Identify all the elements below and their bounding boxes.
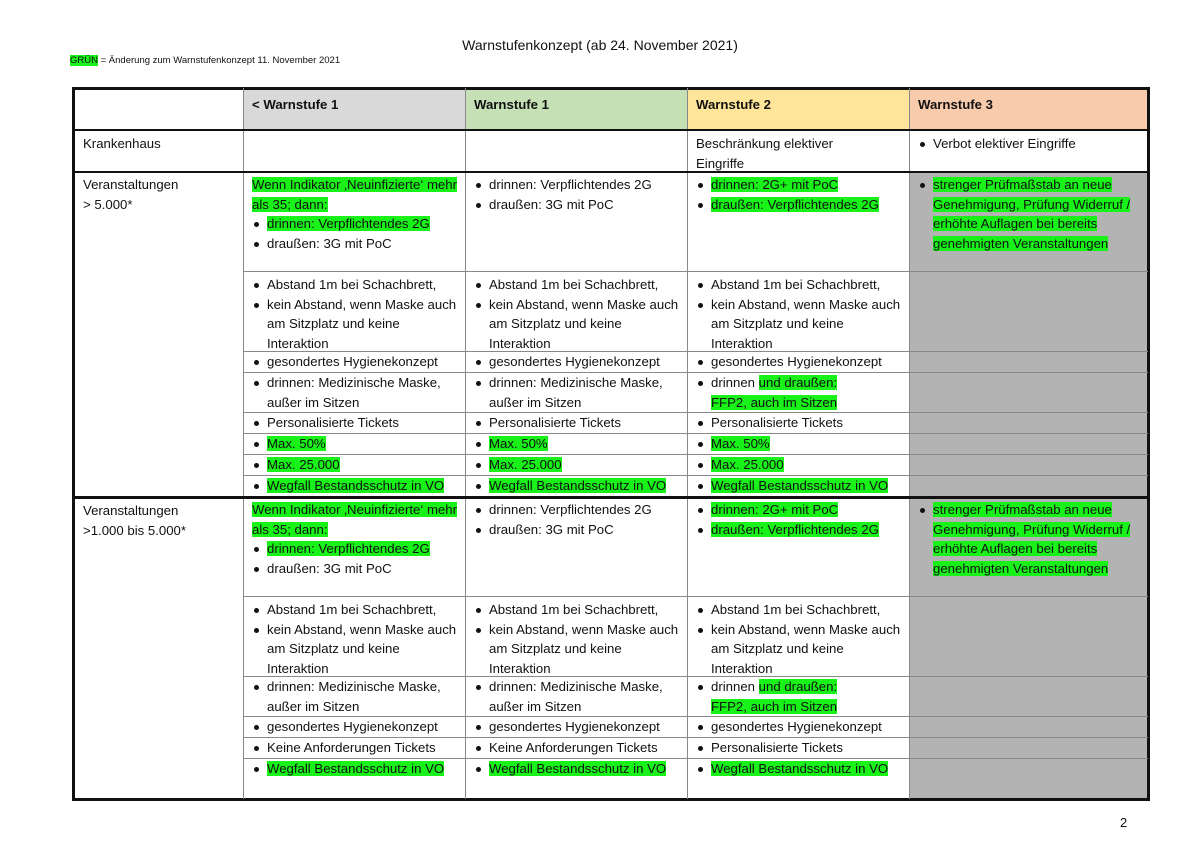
bullet-item: gesondertes Hygienekonzept xyxy=(696,352,902,372)
header-warnstufe-2: Warnstufe 2 xyxy=(688,90,910,129)
row-label-veranstaltungen-1000-5000 xyxy=(75,499,244,559)
s1-r8-ws1 xyxy=(466,476,688,496)
bullet-item: drinnen und draußen: FFP2, auch im Sitzen xyxy=(696,373,902,412)
bullet-item: Keine Anforderungen Tickets xyxy=(252,738,458,758)
row-divider xyxy=(244,475,1148,476)
s2-r2-ws1 xyxy=(466,598,688,676)
bullet-item: drinnen: Medizinische Maske, außer im Sitzen xyxy=(474,677,680,716)
s2-r6-ws2 xyxy=(688,759,910,798)
s1-r1-ws1 xyxy=(466,173,688,271)
bullet-item: gesondertes Hygienekonzept xyxy=(252,352,458,372)
s1-r4-ws2 xyxy=(688,373,910,412)
row-label-veranstaltungen-5000 xyxy=(75,173,244,233)
s1-r1-below-ws1 xyxy=(244,173,466,271)
s1-r6-below-ws1 xyxy=(244,434,466,454)
bullet-item: draußen: 3G mit PoC xyxy=(252,559,458,579)
s1-r3-ws2 xyxy=(688,352,910,372)
bullet-item: kein Abstand, wenn Maske auch am Sitzplatz und keine Interaktion xyxy=(696,295,902,352)
s2-r1-ws1 xyxy=(466,498,688,596)
column-divider xyxy=(687,88,688,799)
bullet-item: gesondertes Hygienekonzept xyxy=(252,717,458,737)
bullet-item: Max. 50% xyxy=(252,434,458,454)
s2-r5-ws1 xyxy=(466,738,688,758)
bullet-item: draußen: 3G mit PoC xyxy=(252,234,458,254)
legend-text: = Änderung zum Warnstufenkonzept 11. November 2021 xyxy=(97,55,341,66)
row-label-line1: Veranstaltungen xyxy=(83,503,179,518)
bullet-item: gesondertes Hygienekonzept xyxy=(696,717,902,737)
s2-r4-ws2 xyxy=(688,717,910,737)
row-divider xyxy=(244,596,1148,597)
row-divider-thick xyxy=(73,496,1149,499)
s2-r1-ws3 xyxy=(910,498,1147,596)
row-label-krankenhaus: Krankenhaus xyxy=(83,136,161,151)
s1-indicator-text: Wenn Indikator ‚Neuinfizierte‘ mehr als 35; dann: xyxy=(252,177,457,212)
bullet-item: kein Abstand, wenn Maske auch am Sitzplatz und keine Interaktion xyxy=(474,295,680,352)
bullet-item: drinnen: Verpflichtendes 2G xyxy=(474,175,680,195)
bullet-item: kein Abstand, wenn Maske auch am Sitzplatz und keine Interaktion xyxy=(474,620,680,677)
s2-r2-ws2 xyxy=(688,598,910,676)
bullet-item: Max. 50% xyxy=(696,434,902,454)
row-divider xyxy=(244,737,1148,738)
s1-r5-below-ws1 xyxy=(244,413,466,433)
bullet-item: kein Abstand, wenn Maske auch am Sitzplatz und keine Interaktion xyxy=(696,620,902,677)
bullet-item: Max. 25.000 xyxy=(252,455,458,475)
row-divider-thick xyxy=(73,129,1149,131)
bullet-item: drinnen: Verpflichtendes 2G xyxy=(474,500,680,520)
bullet-item: drinnen: Medizinische Maske, außer im Sitzen xyxy=(252,677,458,716)
bullet-item: drinnen und draußen: FFP2, auch im Sitzen xyxy=(696,677,902,716)
bullet-item: drinnen: Medizinische Maske, außer im Sitzen xyxy=(252,373,458,412)
column-divider xyxy=(909,88,910,799)
bullet-item: Wegfall Bestandsschutz in VO xyxy=(696,759,902,779)
s2-r1-below-ws1 xyxy=(244,498,466,596)
s1-r7-ws2 xyxy=(688,455,910,475)
s2-r3-ws2 xyxy=(688,677,910,716)
legend xyxy=(70,55,340,66)
krankenhaus-warnstufe-3 xyxy=(910,132,1147,171)
s1-r5-ws1 xyxy=(466,413,688,433)
s1-r8-ws2 xyxy=(688,476,910,496)
s2-r6-ws1 xyxy=(466,759,688,798)
s2-r6-below-ws1 xyxy=(244,759,466,798)
bullet-item: draußen: Verpflichtendes 2G xyxy=(696,520,902,540)
s1-r7-ws1 xyxy=(466,455,688,475)
s1-r3-below-ws1 xyxy=(244,352,466,372)
s2-r4-ws1 xyxy=(466,717,688,737)
row-divider-thick xyxy=(73,171,1149,173)
bullet-item: Abstand 1m bei Schachbrett, xyxy=(252,275,458,295)
row-divider xyxy=(244,372,1148,373)
bullet-item: drinnen: Medizinische Maske, außer im Sitzen xyxy=(474,373,680,412)
row-label-line1: Veranstaltungen xyxy=(83,177,179,192)
header-warnstufe-1: Warnstufe 1 xyxy=(466,90,688,129)
bullet-item: Abstand 1m bei Schachbrett, xyxy=(252,600,458,620)
bullet-item: Personalisierte Tickets xyxy=(696,413,902,433)
s1-r3-ws1 xyxy=(466,352,688,372)
s1-r8-below-ws1 xyxy=(244,476,466,496)
bullet-item: Max. 25.000 xyxy=(696,455,902,475)
bullet-item: Abstand 1m bei Schachbrett, xyxy=(474,275,680,295)
bullet-item: kein Abstand, wenn Maske auch am Sitzplatz und keine Interaktion xyxy=(252,295,458,352)
bullet-item: Wegfall Bestandsschutz in VO xyxy=(696,476,902,496)
bullet-item: drinnen: Verpflichtendes 2G xyxy=(252,214,458,234)
bullet-item: Keine Anforderungen Tickets xyxy=(474,738,680,758)
column-divider xyxy=(465,88,466,799)
bullet-item: Wegfall Bestandsschutz in VO xyxy=(252,759,458,779)
header-below-warnstufe-1: < Warnstufe 1 xyxy=(244,90,466,129)
column-divider xyxy=(243,88,244,799)
bullet-item: Abstand 1m bei Schachbrett, xyxy=(474,600,680,620)
row-divider xyxy=(244,412,1148,413)
s2-indicator-text: Wenn Indikator ‚Neuinfizierte‘ mehr als 35; dann: xyxy=(252,502,457,537)
s1-r2-below-ws1 xyxy=(244,273,466,351)
s1-r6-ws1 xyxy=(466,434,688,454)
bullet-item: draußen: 3G mit PoC xyxy=(474,195,680,215)
header-warnstufe-3: Warnstufe 3 xyxy=(910,90,1147,129)
bullet-item: Personalisierte Tickets xyxy=(696,738,902,758)
row-divider xyxy=(244,454,1148,455)
bullet-item: strenger Prüfmaßstab an neue Genehmigung, Prüfung Widerruf / erhöhte Auflagen bei bereits genehmigten Veranstaltungen xyxy=(918,500,1139,578)
bullet-item: drinnen: Verpflichtendes 2G xyxy=(252,539,458,559)
s1-r6-ws2 xyxy=(688,434,910,454)
bullet-item: drinnen: 2G+ mit PoC xyxy=(696,500,902,520)
bullet-item: Personalisierte Tickets xyxy=(252,413,458,433)
s2-r2-below-ws1 xyxy=(244,598,466,676)
bullet-item: Abstand 1m bei Schachbrett, xyxy=(696,600,902,620)
bullet-item: Abstand 1m bei Schachbrett, xyxy=(696,275,902,295)
s2-r4-below-ws1 xyxy=(244,717,466,737)
row-label-line2: > 5.000* xyxy=(83,196,133,212)
row-divider xyxy=(244,433,1148,434)
s1-r5-ws2 xyxy=(688,413,910,433)
s1-r7-below-ws1 xyxy=(244,455,466,475)
legend-highlight: GRÜN xyxy=(70,55,98,66)
bullet-item: gesondertes Hygienekonzept xyxy=(474,717,680,737)
document-title: Warnstufenkonzept (ab 24. November 2021) xyxy=(462,37,738,53)
header-empty xyxy=(75,90,244,129)
s2-r3-ws1 xyxy=(466,677,688,716)
s1-r4-ws1 xyxy=(466,373,688,412)
row-divider xyxy=(244,758,1148,759)
bullet-item: kein Abstand, wenn Maske auch am Sitzplatz und keine Interaktion xyxy=(252,620,458,677)
s1-r2-ws2 xyxy=(688,273,910,351)
s1-r4-below-ws1 xyxy=(244,373,466,412)
page-number: 2 xyxy=(1120,815,1128,830)
bullet-item: Wegfall Bestandsschutz in VO xyxy=(474,476,680,496)
bullet-item: Wegfall Bestandsschutz in VO xyxy=(474,759,680,779)
s2-r5-ws2 xyxy=(688,738,910,758)
row-divider xyxy=(244,716,1148,717)
bullet-item: draußen: Verpflichtendes 2G xyxy=(696,195,902,215)
bullet-item: Wegfall Bestandsschutz in VO xyxy=(252,476,458,496)
row-divider xyxy=(244,676,1148,677)
bullet-item: drinnen: 2G+ mit PoC xyxy=(696,175,902,195)
bullet-item: strenger Prüfmaßstab an neue Genehmigung, Prüfung Widerruf / erhöhte Auflagen bei bereits genehmigten Veranstaltungen xyxy=(918,175,1139,253)
bullet-item: draußen: 3G mit PoC xyxy=(474,520,680,540)
bullet-item: gesondertes Hygienekonzept xyxy=(474,352,680,372)
row-divider xyxy=(244,351,1148,352)
s1-r2-ws1 xyxy=(466,273,688,351)
bullet-item: Max. 50% xyxy=(474,434,680,454)
s1-r1-ws2 xyxy=(688,173,910,271)
bullet-item: Max. 25.000 xyxy=(474,455,680,475)
s2-r5-below-ws1 xyxy=(244,738,466,758)
bullet-item: Personalisierte Tickets xyxy=(474,413,680,433)
krankenhaus-warnstufe-2: Beschränkung elektiver Eingriffe xyxy=(696,136,834,171)
s2-r1-ws2 xyxy=(688,498,910,596)
s1-r1-ws3 xyxy=(910,173,1147,271)
bullet-item: Verbot elektiver Eingriffe xyxy=(918,134,1139,154)
row-divider xyxy=(244,271,1148,272)
row-label-line2: >1.000 bis 5.000* xyxy=(83,522,187,538)
s2-r3-below-ws1 xyxy=(244,677,466,716)
